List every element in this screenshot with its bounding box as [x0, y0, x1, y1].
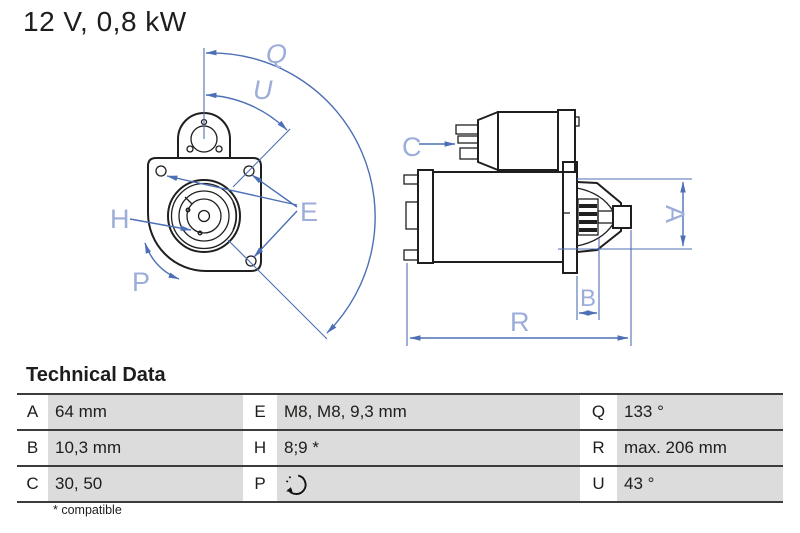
dim-label-q: Q [266, 39, 288, 69]
spec-value-b: 10,3 mm [48, 431, 243, 465]
spec-key-h: H [243, 431, 277, 465]
dim-label-e: E [300, 197, 319, 227]
spec-key-a: A [17, 395, 48, 429]
table-row [17, 393, 783, 429]
front-view-dimensions [110, 39, 375, 339]
technical-data-heading: Technical Data [26, 364, 166, 386]
table-row [17, 429, 783, 465]
spec-value-u: 43 ° [617, 467, 783, 501]
dim-label-a: A [660, 205, 690, 224]
spec-value-p [277, 467, 580, 501]
page-title: 12 V, 0,8 kW [23, 6, 187, 37]
spec-key-c: C [17, 467, 48, 501]
dim-label-h: H [110, 204, 130, 234]
spec-key-p: P [243, 467, 277, 501]
spec-value-r: max. 206 mm [617, 431, 783, 465]
dim-label-c: C [402, 132, 422, 162]
side-view-dimensions [402, 132, 692, 346]
spec-value-q: 133 ° [617, 395, 783, 429]
spec-key-u: U [580, 467, 617, 501]
spec-key-q: Q [580, 395, 617, 429]
dim-label-p: P [132, 267, 151, 297]
compatibility-footnote: * compatible [53, 503, 122, 517]
dim-label-b: B [580, 285, 597, 312]
dim-label-u: U [253, 75, 273, 105]
table-row [17, 465, 783, 501]
spec-key-b: B [17, 431, 48, 465]
spec-key-r: R [580, 431, 617, 465]
spec-value-a: 64 mm [48, 395, 243, 429]
rotation-direction-icon [284, 472, 309, 497]
spec-value-e: M8, M8, 9,3 mm [277, 395, 580, 429]
technical-data-table [17, 393, 783, 503]
spec-value-c: 30, 50 [48, 467, 243, 501]
spec-key-e: E [243, 395, 277, 429]
spec-value-h: 8;9 * [277, 431, 580, 465]
dim-label-r: R [510, 307, 530, 337]
